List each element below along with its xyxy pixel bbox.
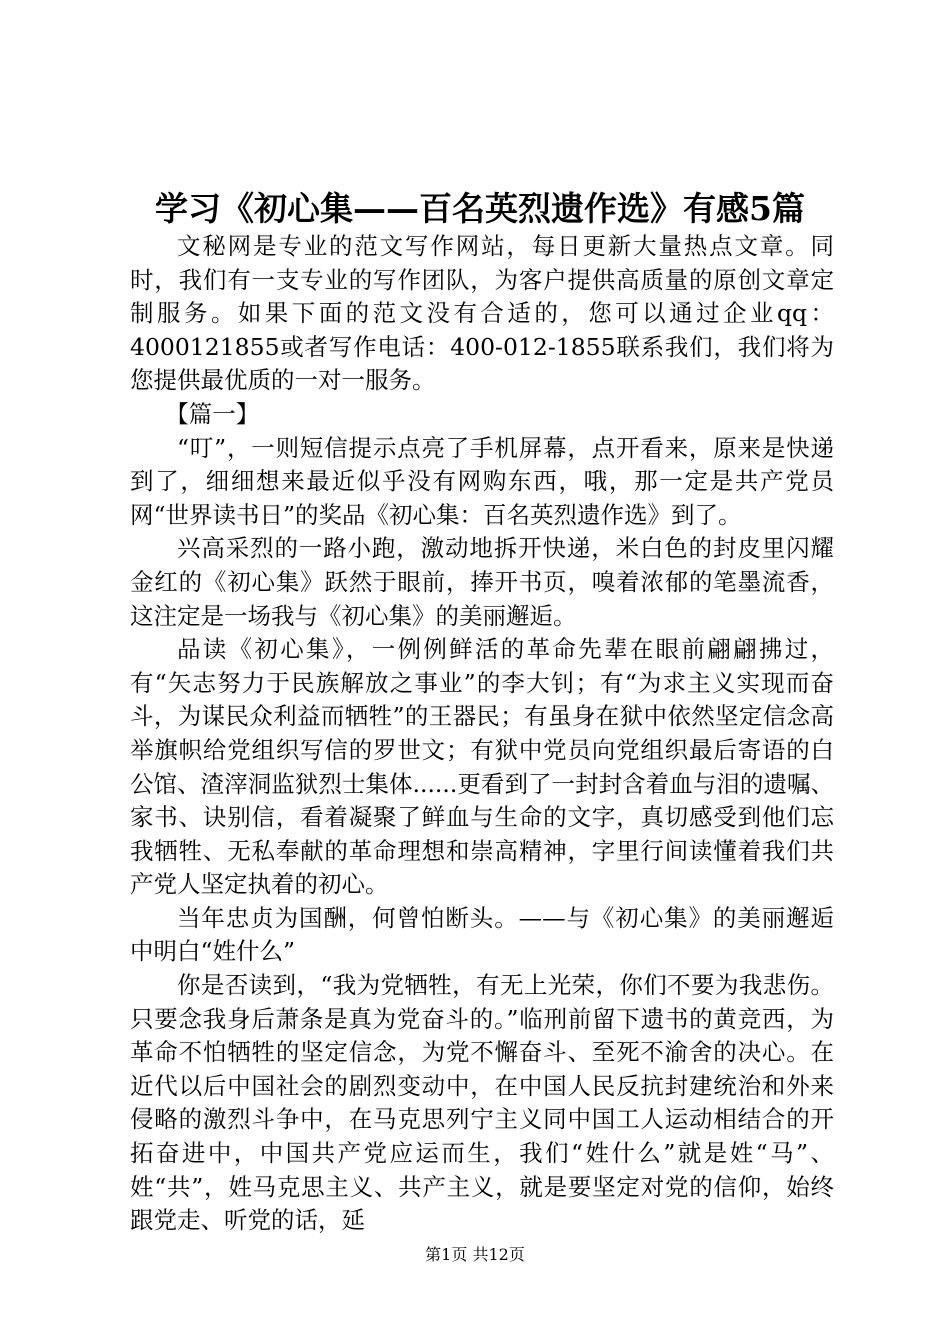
document-body xyxy=(130,230,834,1238)
intro-paragraph: 文秘网是专业的范文写作网站，每日更新大量热点文章。同时，我们有一支专业的写作团队，为客户提供高质量的原创文章定制服务。如果下面的范文没有合适的，您可以通过企业qq：4000121855或者写作电话：400-012-1855联系我们，我们将为您提供最优质的一对一服务。 xyxy=(130,232,834,395)
body-paragraph: 当年忠贞为国酬，何曾怕断头。——与《初心集》的美丽邂逅中明白“姓什么” xyxy=(130,903,834,966)
section-heading: 【篇一】 xyxy=(165,399,260,428)
body-paragraph: “叮”，一则短信提示点亮了手机屏幕，点开看来，原来是快递到了，细细想来最近似乎没有网购东西，哦，那一定是共产党员网“世界读书日”的奖品《初心集：百名英烈遗作选》到了。 xyxy=(130,433,834,529)
page-total: 共12页 xyxy=(472,1245,525,1264)
body-paragraph: 兴高采烈的一路小跑，激动地拆开快递，米白色的封皮里闪耀金红的《初心集》跃然于眼前，捧开书页，嗅着浓郁的笔墨流香，这注定是一场我与《初心集》的美丽邂逅。 xyxy=(130,534,834,630)
page-footer xyxy=(0,1243,950,1267)
page-number: 第1页 xyxy=(425,1245,468,1264)
body-paragraph: 品读《初心集》，一例例鲜活的革命先辈在眼前翩翩拂过，有“矢志努力于民族解放之事业”的李大钊；有“为求主义实现而奋斗，为谋民众利益而牺牲”的王器民；有虽身在狱中依然坚定信念高举旗帜给党组织写信的罗世文；有狱中党员向党组织最后寄语的白公馆、渣滓洞监狱烈士集体......更看到了一封封含着血与泪的遗嘱、家书、诀别信，看着凝聚了鲜血与生命的文字，真切感受到他们忘我牺牲、无私奉献的革命理想和崇高精神，字里行间读懂着我们共产党人坚定执着的初心。 xyxy=(130,635,834,899)
document-title: 学习《初心集——百名英烈遗作选》有感5篇 xyxy=(155,189,805,228)
body-paragraph: 你是否读到，“我为党牺牲，有无上光荣，你们不要为我悲伤。只要念我身后萧条是真为党奋斗的。”临刑前留下遗书的黄竞西，为革命不怕牺牲的坚定信念，为党不懈奋斗、至死不渝舍的决心。在近代以后中国社会的剧烈变动中，在中国人民反抗封建统治和外来侵略的激烈斗争中，在马克思列宁主义同中国工人运动相结合的开拓奋进中，中国共产党应运而生，我们“姓什么”就是姓“马”、姓“共”，姓马克思主义、共产主义，就是要坚定对党的信仰，始终跟党走、听党的话，延 xyxy=(130,971,834,1235)
